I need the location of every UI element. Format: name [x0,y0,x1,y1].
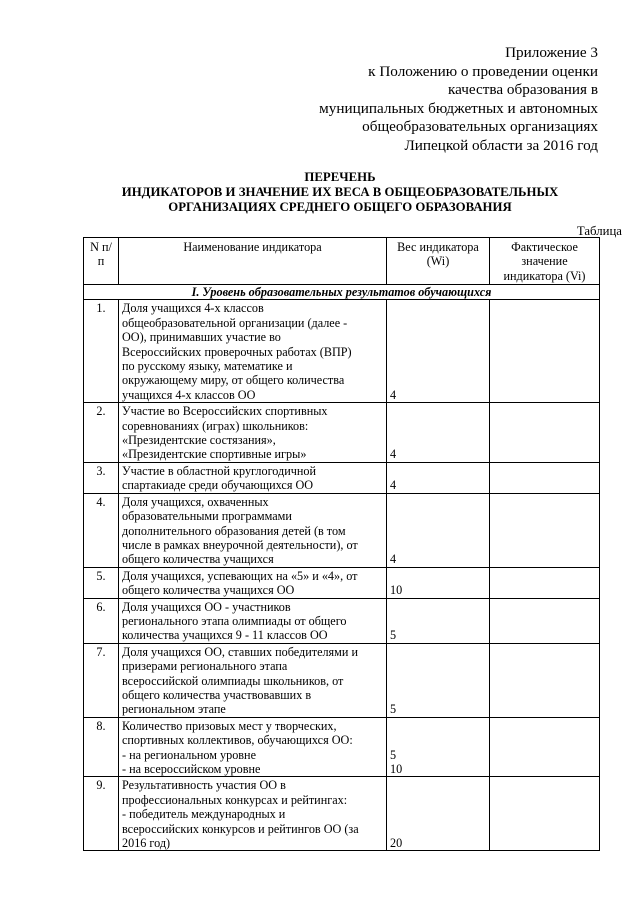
indicator-name [119,598,387,643]
actual-value-cell[interactable] [490,643,600,717]
table-row [84,717,600,777]
indicator-name [119,777,387,851]
indicator-name-line: Доля учащихся 4-х классов [122,301,264,316]
table-row [84,643,600,717]
indicator-weight [387,643,490,717]
indicator-name-line: всероссийской олимпиады школьников, от [122,673,344,688]
indicator-weight [387,717,490,777]
appendix-line: общеобразовательных организациях [362,118,598,136]
indicator-name-line: по русскому языку, математике и [122,359,293,374]
indicator-name [119,567,387,598]
indicator-weight [387,493,490,567]
indicator-name [119,462,387,493]
actual-value-cell[interactable] [490,598,600,643]
indicator-name-line: «Президентские спортивные игры» [122,447,307,462]
actual-value-cell[interactable] [490,567,600,598]
indicator-name-line: соревнованиях (играх) школьников: [122,418,309,433]
actual-value-cell[interactable] [490,403,600,463]
header-num: N п/п [84,238,119,285]
row-number: 3. [84,462,119,493]
indicator-name-line: ОО), принимавших участие во [122,330,281,345]
indicator-name-line: регионального этапа олимпиады от общего [122,613,347,628]
indicator-name-line: Доля учащихся ОО - участников [122,599,291,614]
section-title: I. Уровень образовательных результатов обучающихся [84,285,600,300]
weight-value: 4 [390,478,397,493]
indicator-name [119,403,387,463]
weight-value: 10 [390,583,403,598]
indicator-name-line: образовательными программами [122,509,292,524]
indicator-name-line: дополнительного образования детей (в том [122,523,346,538]
section-row [84,285,600,300]
indicator-name [119,643,387,717]
row-number: 4. [84,493,119,567]
indicator-name-line: всероссийских конкурсов и рейтингов ОО (за [122,821,359,836]
table-row [84,777,600,851]
appendix-line: муниципальных бюджетных и автономных [319,99,598,117]
appendix-line: Липецкой области за 2016 год [404,136,598,154]
indicator-name-line: спортивных коллективов, обучающихся ОО: [122,733,353,748]
actual-value-cell[interactable] [490,717,600,777]
indicator-name-line: общего количества учащихся [122,552,274,567]
indicator-name [119,300,387,403]
row-number: 9. [84,777,119,851]
appendix-line: качества образования в [447,81,598,99]
appendix-line: к Положению о проведении оценки [368,62,598,80]
heading-title: ПЕРЕЧЕНЬ [304,170,376,184]
heading-line: ОРГАНИЗАЦИЯХ СРЕДНЕГО ОБЩЕГО ОБРАЗОВАНИЯ [168,200,512,214]
indicator-name-line: общеобразовательной организации (далее - [122,315,348,330]
row-number: 5. [84,567,119,598]
table-caption: Таблица [576,224,622,238]
indicators-table [83,237,600,851]
table-row [84,567,600,598]
indicator-name-line: учащихся 4-х классов ОО [122,387,256,402]
weight-value: 5 [390,628,397,643]
indicator-name-line: «Президентские состязания», [122,433,276,448]
heading-line: ИНДИКАТОРОВ И ЗНАЧЕНИЕ ИХ ВЕСА В ОБЩЕОБРАЗОВАТЕЛЬНЫХ [121,185,559,199]
table-row [84,300,600,403]
indicator-name-line: Доля учащихся, охваченных [122,494,269,509]
header-name: Наименование индикатора [119,238,387,285]
indicator-name-line: региональном этапе [122,702,226,717]
indicator-name-line: Доля учащихся ОО, ставших победителями и [122,644,358,659]
weight-value: 5 [390,702,397,717]
indicator-name-line: количества учащихся 9 - 11 классов ОО [122,628,328,643]
weight-value: 10 [390,762,403,776]
indicator-name-line: окружающему миру, от общего количества [122,373,345,388]
indicator-name-line: Участие во Всероссийских спортивных [122,404,328,419]
appendix-line: Приложение 3 [505,44,598,61]
indicator-name-line: Количество призовых мест у творческих, [122,718,337,733]
indicator-name-line: Участие в областной круглогодичной [122,463,317,478]
header-actual: Фактическое значение индикатора (Vi) [490,238,600,285]
indicator-name-line: - на всероссийском уровне [122,762,261,776]
actual-value-cell[interactable] [490,777,600,851]
indicator-weight [387,598,490,643]
row-number: 1. [84,300,119,403]
weight-value: 20 [390,836,403,851]
indicator-name-line: общего количества учащихся ОО [122,583,295,598]
weight-value: 4 [390,447,397,462]
indicator-weight [387,462,490,493]
row-number: 8. [84,717,119,777]
actual-value-cell[interactable] [490,462,600,493]
indicator-weight [387,403,490,463]
indicator-name-line: 2016 год) [122,836,171,851]
table-row [84,493,600,567]
indicator-name-line: числе в рамках внеурочной деятельности), от [122,537,358,552]
indicator-name-line: спартакиаде среди обучающихся ОО [122,478,314,493]
weight-value: 5 [390,747,397,762]
indicator-name-line: призерами регионального этапа [122,659,288,674]
table-header-row [84,238,600,285]
table-row [84,598,600,643]
row-number: 7. [84,643,119,717]
indicator-name [119,493,387,567]
indicator-name-line: Доля учащихся, успевающих на «5» и «4», от [122,568,358,583]
row-number: 2. [84,403,119,463]
indicator-name-line: профессиональных конкурсах и рейтингах: [122,792,348,807]
indicator-name-line: общего количества участвовавших в [122,687,312,702]
indicator-weight [387,300,490,403]
indicator-name [119,717,387,777]
actual-value-cell[interactable] [490,493,600,567]
indicator-name-line: Результативность участия ОО в [122,778,286,793]
table-row [84,462,600,493]
indicator-name-line: - победитель международных и [122,807,286,822]
indicator-weight [387,777,490,851]
header-weight: Вес индикатора (Wi) [387,238,490,285]
appendix-note [319,44,598,156]
table-row [84,403,600,463]
indicator-weight [387,567,490,598]
weight-value: 4 [390,387,397,402]
indicator-name-line: Всероссийских проверочных работах (ВПР) [122,344,352,359]
row-number: 6. [84,598,119,643]
document-heading [60,170,620,215]
weight-value: 4 [390,552,397,567]
actual-value-cell[interactable] [490,300,600,403]
indicator-name-line: - на региональном уровне [122,747,256,762]
